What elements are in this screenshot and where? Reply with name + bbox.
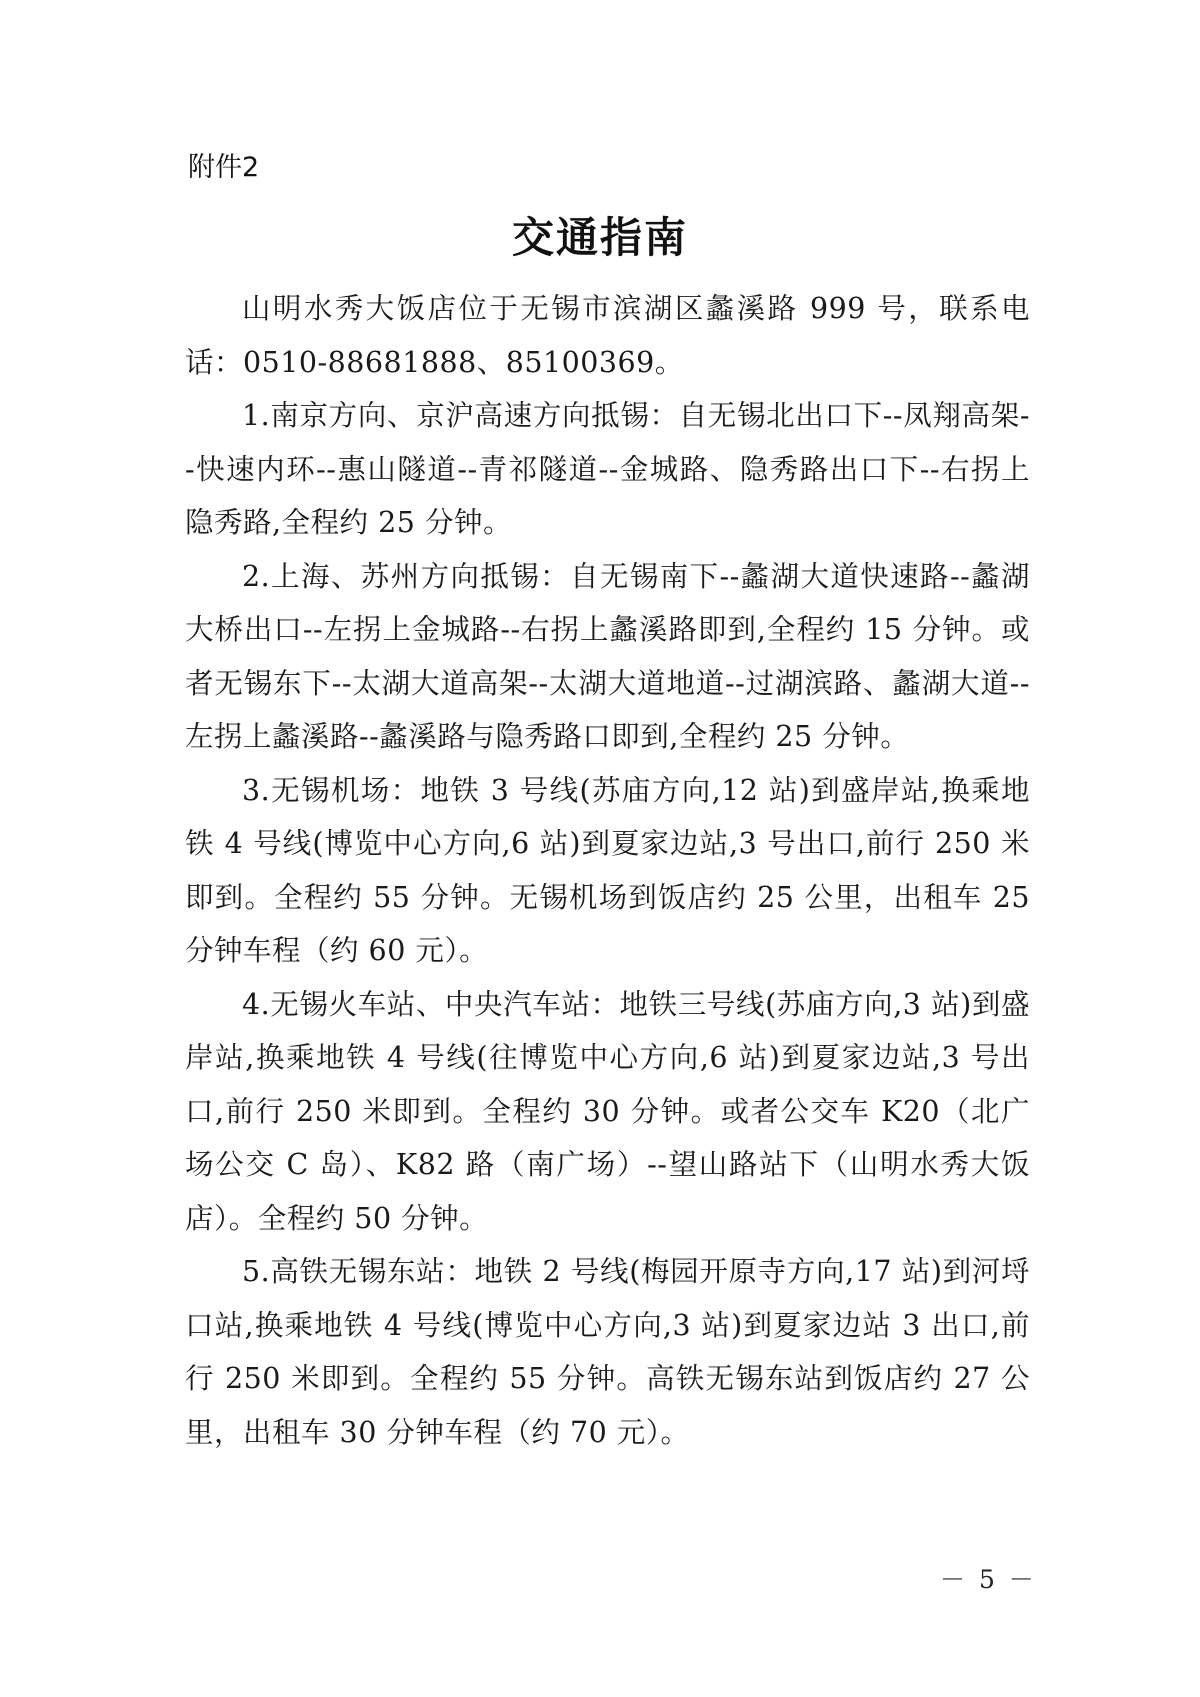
route-high-speed-rail-paragraph: 5.高铁无锡东站：地铁 2 号线(梅园开原寺方向,17 站)到河埒口站,换乘地铁 4 号线(博览中心方向,3 站)到夏家边站 3 出口,前行 250 米即到。全程约 55 分钟。高铁无锡东站到饭店约 27 公里，出租车 30 分钟车程（约 70 元）。 — [185, 1255, 1030, 1449]
intro-paragraph: 山明水秀大饭店位于无锡市滨湖区蠡溪路 999 号，联系电话：0510-88681888、85100369。 — [185, 292, 1030, 379]
route-airport-paragraph: 3.无锡机场：地铁 3 号线(苏庙方向,12 站)到盛岸站,换乘地铁 4 号线(博览中心方向,6 站)到夏家边站,3 号出口,前行 250 米即到。全程约 55 分钟。无锡机场到饭店约 25 公里，出租车 25 分钟车程（约 60 元）。 — [185, 773, 1030, 967]
attachment-label: 附件2 — [188, 152, 260, 183]
route-shanghai-suzhou-paragraph: 2.上海、苏州方向抵锡：自无锡南下--蠡湖大道快速路--蠡湖大桥出口--左拐上金城路--右拐上蠡溪路即到,全程约 15 分钟。或者无锡东下--太湖大道高架--太湖大道地道--过湖滨路、蠡湖大道--左拐上蠡溪路--蠡溪路与隐秀路口即到,全程约 25 分钟。 — [185, 559, 1030, 753]
document-body — [185, 282, 1030, 1459]
route-train-station-paragraph: 4.无锡火车站、中央汽车站：地铁三号线(苏庙方向,3 站)到盛岸站,换乘地铁 4 号线(往博览中心方向,6 站)到夏家边站,3 号出口,前行 250 米即到。全程约 30 分钟。或者公交车 K20（北广场公交 C 岛）、K82 路（南广场）--望山路站下（山明水秀大饭店）。全程约 50 分钟。 — [185, 987, 1030, 1235]
document-title: 交通指南 — [511, 213, 688, 262]
route-nanjing-paragraph: 1.南京方向、京沪高速方向抵锡：自无锡北出口下--凤翔高架--快速内环--惠山隧道--青祁隧道--金城路、隐秀路出口下--右拐上隐秀路,全程约 25 分钟。 — [185, 399, 1030, 539]
page-number: － 5 － — [940, 1565, 1037, 1594]
